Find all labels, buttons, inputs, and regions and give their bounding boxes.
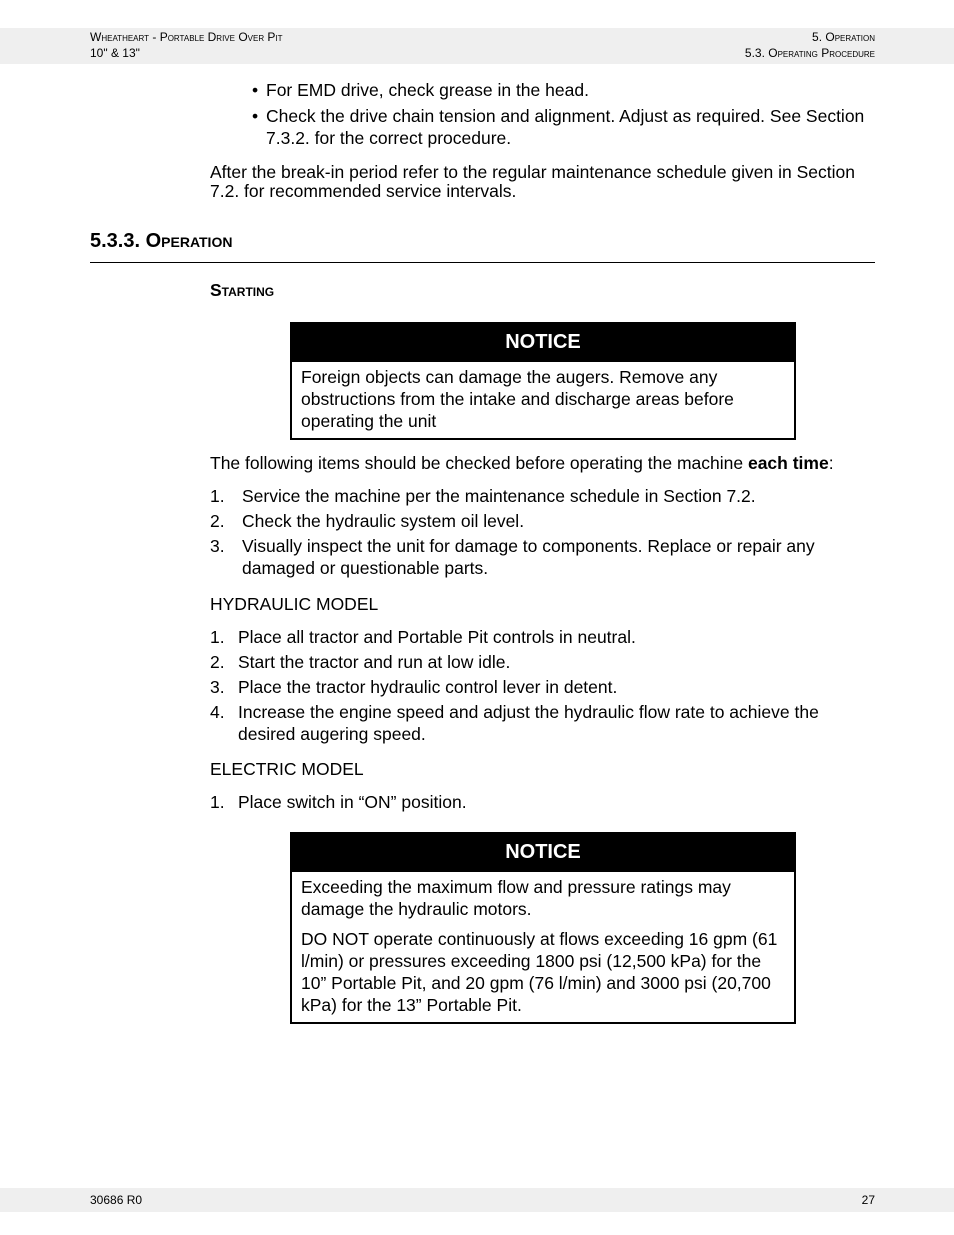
list-text: Place all tractor and Portable Pit controls in neutral. [238,627,636,647]
hydraulic-steps-list [210,626,880,748]
pre-operation-checklist [210,485,880,582]
document-number: 30686 R0 [90,1193,143,1207]
list-item [210,485,880,507]
subsection-title: Starting [210,280,275,300]
list-item [210,535,880,579]
list-item [210,701,880,745]
list-text: Service the machine per the maintenance schedule in Section 7.2. [242,486,756,506]
checks-intro-emphasis: each time [747,453,829,473]
notice-body [292,362,794,438]
list-item [210,510,880,532]
list-item [210,676,880,698]
section-title: 5.3.3. Operation [90,230,233,252]
intro-bullet-list [252,79,872,149]
list-number: 1. [210,792,225,812]
list-item [210,651,880,673]
list-number: 3. [210,677,225,697]
list-text: Place switch in “ON” position. [238,792,467,812]
page-footer [0,1188,954,1212]
notice-box [290,832,796,1024]
header-model-sizes: 10" & 13" [90,46,140,60]
list-item: • For EMD drive, check grease in the head. [252,79,872,101]
list-number: 1. [210,627,225,647]
list-item [210,791,880,813]
list-item: • Check the drive chain tension and alignment. Adjust as required. See Section 7.3.2. for the correct procedure. [252,105,872,149]
header-product-title: Wheatheart - Portable Drive Over Pit [90,30,283,44]
hydraulic-model-label: HYDRAULIC MODEL [210,594,379,614]
list-text: Check the hydraulic system oil level. [242,511,525,531]
notice-text: Foreign objects can damage the augers. Remove any obstructions from the intake and discharge areas before operating the unit [301,367,734,431]
list-number: 1. [210,486,225,506]
list-number: 4. [210,702,225,722]
list-number: 2. [210,511,225,531]
checks-intro-colon: : [828,453,834,473]
page-number: 27 [861,1193,875,1207]
list-text: Place the tractor hydraulic control lever in detent. [238,677,618,697]
electric-steps-list [210,791,880,816]
header-section: 5.3. Operating Procedure [744,46,875,60]
notice-text: Exceeding the maximum flow and pressure ratings may damage the hydraulic motors. [301,877,731,919]
header-chapter: 5. Operation [812,30,875,44]
checks-intro-text: The following items should be checked before operating the machine [210,453,748,473]
break-in-paragraph: After the break-in period refer to the regular maintenance schedule given in Section 7.2. for recommended service intervals. [210,162,855,201]
notice-body [292,872,794,1022]
notice-text: DO NOT operate continuously at flows exceeding 16 gpm (61 l/min) or pressures exceeding 1800 psi (12,500 kPa) for the 10” Portable Pit, and 20 gpm (76 l/min) and 3000 psi (20,700 kPa) for the 13” Portable Pit. [301,929,778,1015]
list-number: 3. [210,536,225,556]
list-number: 2. [210,652,225,672]
notice-heading: NOTICE [292,324,794,362]
list-text: Start the tractor and run at low idle. [238,652,511,672]
section-divider [90,262,875,263]
checks-intro [210,452,880,474]
list-item [210,626,880,648]
notice-heading: NOTICE [292,834,794,872]
electric-model-label: ELECTRIC MODEL [210,759,364,779]
list-text: Increase the engine speed and adjust the hydraulic flow rate to achieve the desired augering speed. [238,702,819,744]
list-text: Visually inspect the unit for damage to components. Replace or repair any damaged or questionable parts. [242,536,815,578]
notice-box [290,322,796,440]
